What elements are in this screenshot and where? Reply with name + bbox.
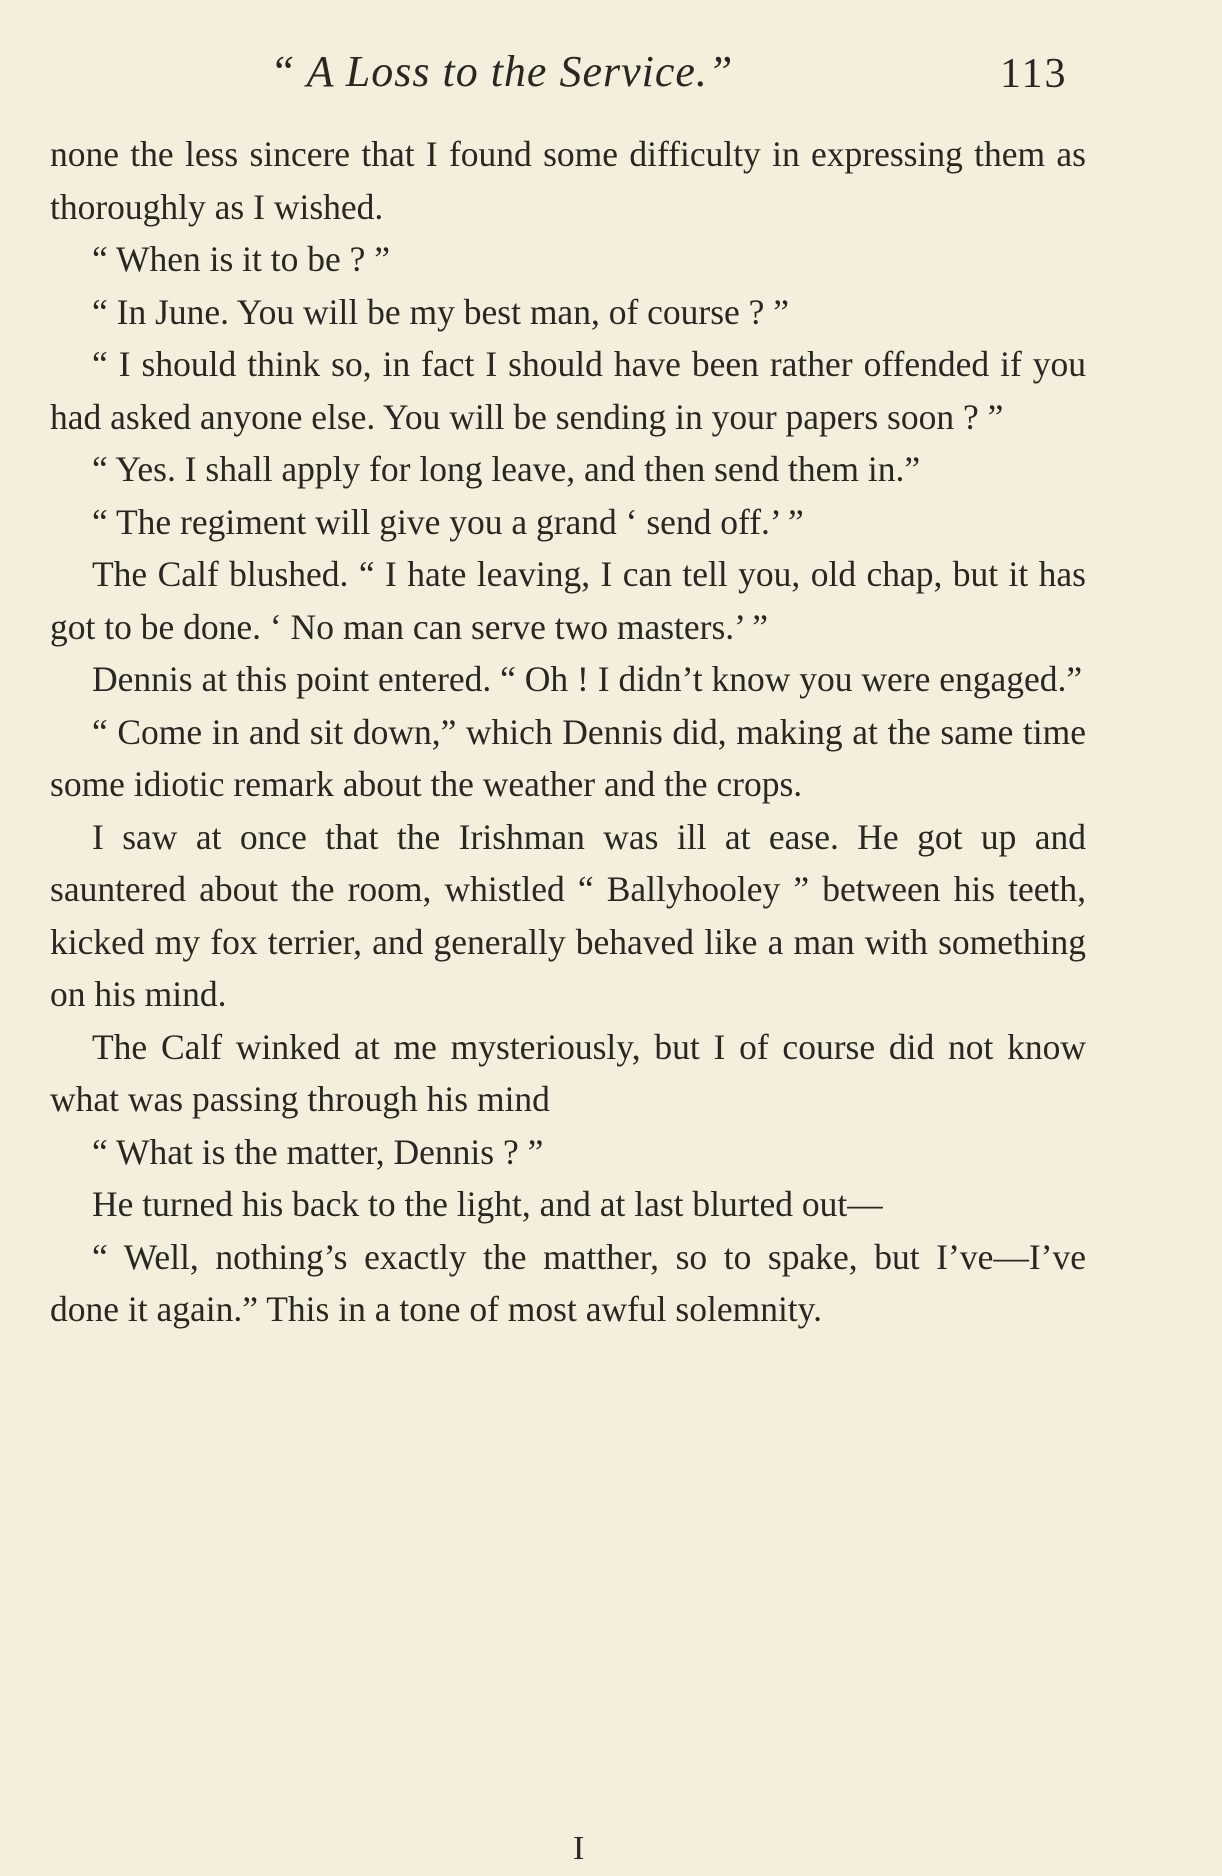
paragraph: “ The regiment will give you a grand ‘ send off.’ ” bbox=[92, 501, 804, 542]
paragraph: I saw at once that the Irishman was ill at ease. He got up and sauntered about the room, whistled “ Ballyhooley ” between his teeth, kicked my fox terrier, and generally behaved like a man with something on his mind. bbox=[50, 816, 1086, 1014]
paragraph: “ I should think so, in fact I should have been rather offended if you had asked anyone else. You will be sending in your papers soon ? ” bbox=[50, 344, 1086, 437]
paragraph: “ What is the matter, Dennis ? ” bbox=[92, 1131, 544, 1172]
page-number: 113 bbox=[1000, 51, 1068, 97]
paragraph: “ Yes. I shall apply for long leave, and then send them in.” bbox=[92, 449, 921, 489]
signature-mark: I bbox=[573, 1830, 585, 1867]
paragraph: He turned his back to the light, and at last blurted out— bbox=[92, 1184, 883, 1224]
paragraph: Dennis at this point entered. “ Oh ! I didn’t know you were engaged.” bbox=[92, 659, 1083, 699]
paragraph: “ In June. You will be my best man, of course ? ” bbox=[92, 291, 790, 332]
paragraph: The Calf blushed. “ I hate leaving, I can tell you, old chap, but it has got to be done. ‘ No man can serve two masters.’ ” bbox=[50, 554, 1086, 647]
paragraph: “ Come in and sit down,” which Dennis did, making at the same time some idiotic remark about the weather and the crops. bbox=[50, 711, 1086, 804]
paragraph: none the less sincere that I found some difficulty in expressing them as thoroughly as I wished. bbox=[50, 134, 1086, 227]
paragraph: “ Well, nothing’s exactly the matther, so to spake, but I’ve—I’ve done it again.” This in a tone of most awful solemnity. bbox=[50, 1236, 1086, 1329]
running-title: “ A Loss to the Service.” bbox=[270, 47, 734, 96]
paragraph: “ When is it to be ? ” bbox=[92, 239, 391, 279]
body-text bbox=[50, 128, 1086, 1336]
paragraph: The Calf winked at me mysteriously, but I of course did not know what was passing through his mind bbox=[50, 1026, 1086, 1119]
